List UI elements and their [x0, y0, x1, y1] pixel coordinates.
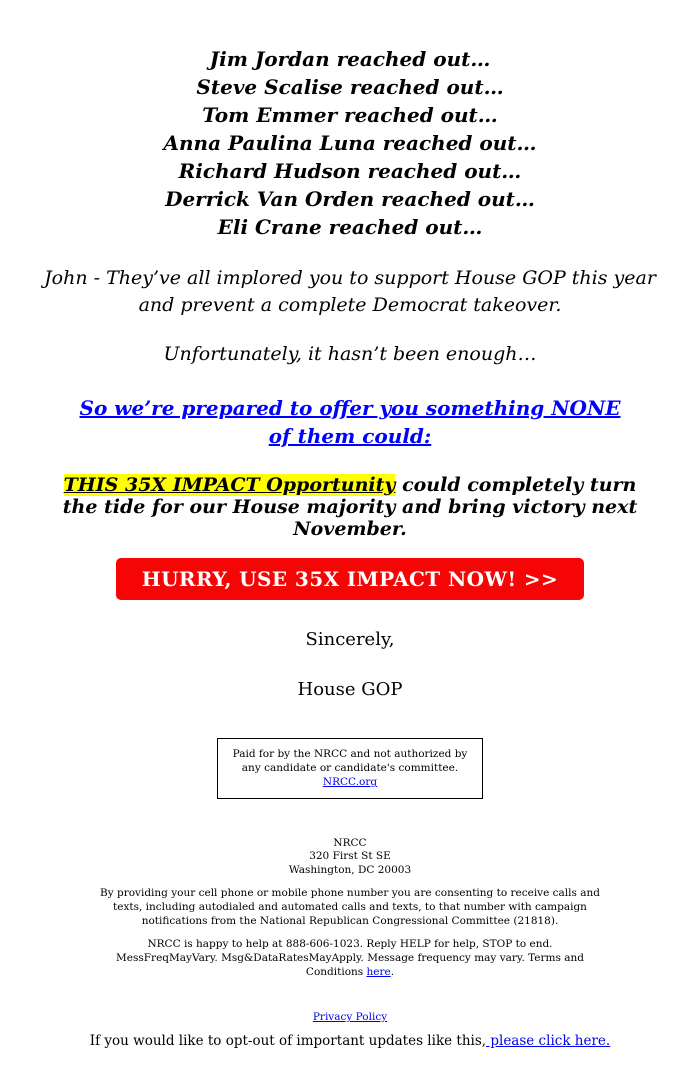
greeting-paragraph: John - They’ve all implored you to support House GOP this year and prevent a complete Democrat takeover.: [44, 267, 656, 316]
address-line-city: Washington, DC 20003: [288, 863, 412, 876]
reached-out-line: Jim Jordan reached out…: [209, 47, 491, 71]
address-line-street: 320 First St SE: [309, 850, 391, 863]
impact-paragraph: [58, 474, 642, 540]
offer-heading-row: [30, 394, 670, 450]
address-line-org: NRCC: [333, 836, 367, 849]
optout-click-here-link[interactable]: please click here.: [486, 1033, 611, 1050]
signoff-text: Sincerely,: [305, 629, 395, 650]
paid-for-disclaimer-box: [217, 738, 483, 799]
cta-row: [30, 558, 670, 600]
offer-heading-link[interactable]: So we’re prepared to offer you something NONE of them could:: [79, 396, 621, 448]
reached-out-line: Richard Hudson reached out…: [178, 159, 522, 183]
help-disclaimer: [115, 938, 585, 979]
impact-opportunity-link[interactable]: THIS 35X IMPACT Opportunity: [63, 474, 396, 496]
optout-line: [30, 1032, 670, 1051]
cta-button[interactable]: HURRY, USE 35X IMPACT NOW! >>: [116, 558, 584, 600]
reached-out-line: Derrick Van Orden reached out…: [165, 187, 535, 211]
reached-out-line: Anna Paulina Luna reached out…: [163, 131, 537, 155]
nrcc-org-link[interactable]: NRCC.org: [322, 776, 378, 789]
privacy-row: [30, 1005, 670, 1024]
address-block: [30, 837, 670, 878]
paid-for-text: Paid for by the NRCC and not authorized by any candidate or candidate's committee.: [232, 748, 468, 775]
consent-disclaimer: By providing your cell phone or mobile phone number you are consenting to receive calls and texts, including autodialed and automated calls and texts, to that number with campaign notifications from the National Republican Congressional Committee (21818).: [99, 887, 600, 927]
help-suffix: .: [390, 965, 395, 978]
impact-paragraph-text: could completely turn the tide for our House majority and bring victory next November.: [62, 474, 638, 540]
reached-out-line: Steve Scalise reached out…: [196, 75, 504, 99]
reached-out-line: Tom Emmer reached out…: [202, 103, 498, 127]
not-enough-paragraph: Unfortunately, it hasn’t been enough…: [163, 343, 537, 365]
reached-out-line: Eli Crane reached out…: [217, 215, 483, 239]
privacy-policy-link[interactable]: Privacy Policy: [312, 1011, 388, 1024]
optout-text: If you would like to opt-out of important updates like this,: [89, 1033, 487, 1050]
help-text: NRCC is happy to help at 888-606-1023. Reply HELP for help, STOP to end. MessFreqMayVary. Msg&DataRatesMayApply. Message frequency may vary. Terms and Conditions: [116, 938, 584, 978]
reached-out-list: [30, 45, 670, 241]
paid-for-row: [30, 738, 670, 799]
signature-text: House GOP: [297, 679, 403, 700]
terms-here-link[interactable]: here: [366, 965, 391, 978]
